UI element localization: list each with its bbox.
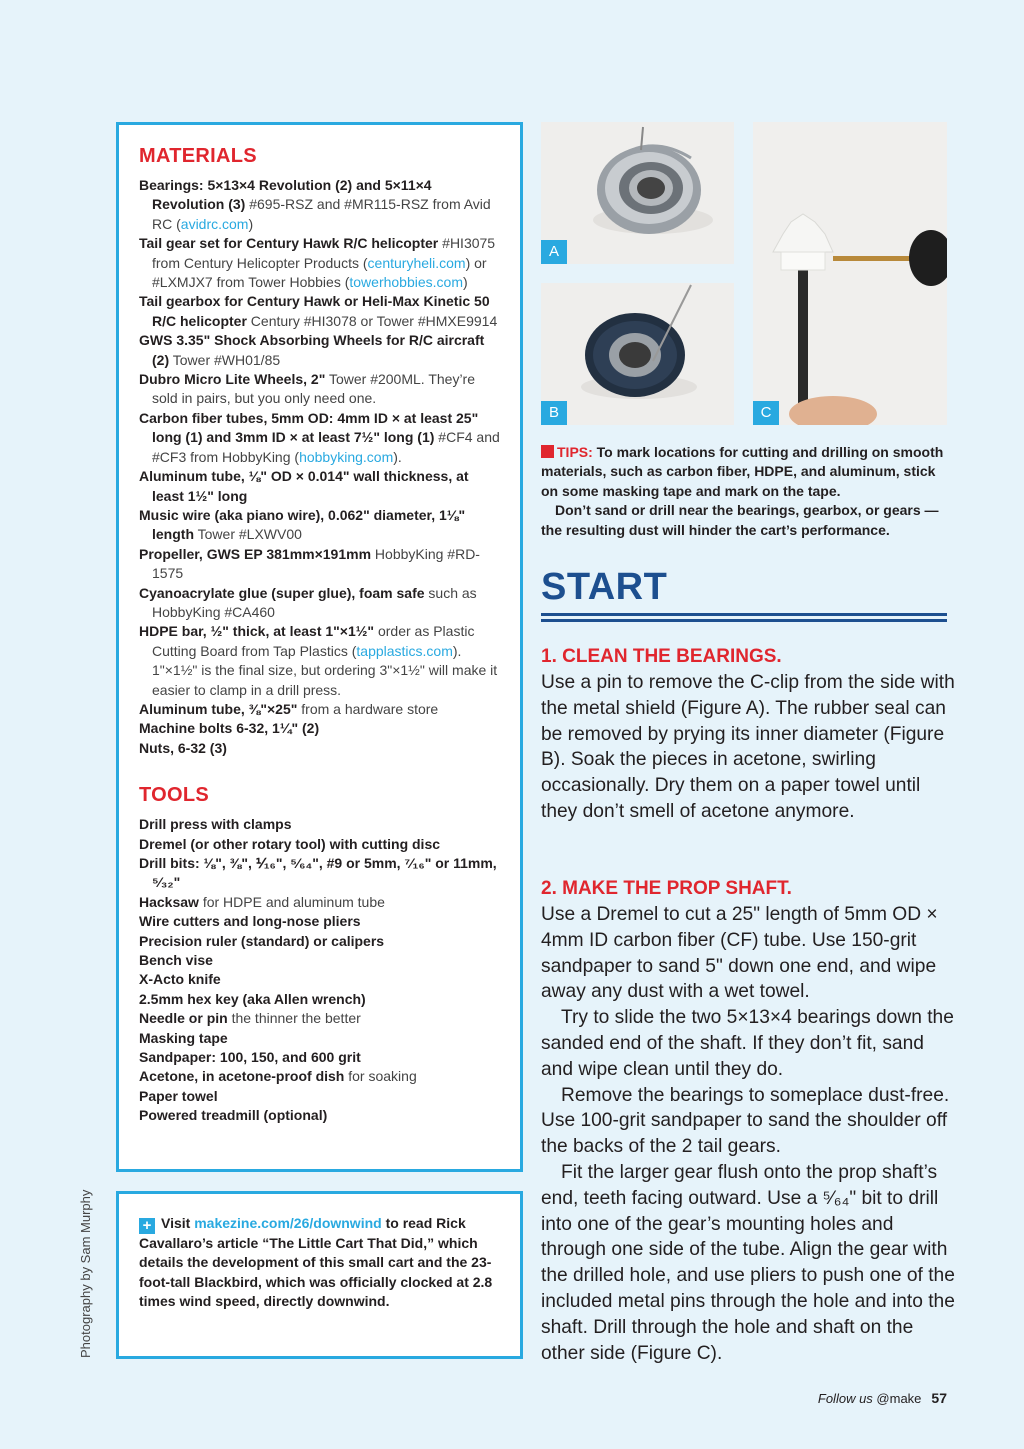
item-link-2[interactable]: towerhobbies.com	[349, 274, 463, 291]
item-name: Dubro Micro Lite Wheels, 2"	[139, 371, 326, 388]
tools-item	[139, 1009, 502, 1028]
tools-item	[139, 970, 502, 989]
item-name: Acetone, in acetone-proof dish	[139, 1068, 345, 1085]
item-name: Precision ruler (standard) or calipers	[139, 932, 385, 949]
item-detail-tail-2: )	[463, 274, 468, 291]
item-detail: #695-RSZ and #MR115-RSZ from Avid RC (	[152, 196, 491, 232]
materials-list	[139, 176, 502, 758]
item-name: Sandpaper: 100, 150, and 600 grit	[139, 1049, 361, 1066]
item-name: 2.5mm hex key (aka Allen wrench)	[139, 990, 366, 1007]
item-name: Bearings: 5×13×4 Revolution (2) and 5×11×4 Revolution (3)	[139, 177, 432, 213]
tips-block	[541, 443, 951, 540]
item-name: Paper towel	[139, 1087, 218, 1104]
tips-label: TIPS:	[557, 444, 593, 460]
tools-item	[139, 893, 502, 912]
item-detail: for soaking	[344, 1068, 417, 1085]
tools-item	[139, 912, 502, 931]
visit-prefix: Visit	[161, 1215, 195, 1231]
step2-paragraph-2: Try to slide the two 5×13×4 bearings down the sanded end of the shaft. If they don’t fit, sand and wipe clean until they do.	[541, 1007, 954, 1080]
tools-title: TOOLS	[139, 784, 210, 807]
start-title: START	[541, 566, 668, 608]
materials-item	[139, 545, 502, 584]
tools-item	[139, 854, 502, 893]
item-name: Hacksaw	[139, 893, 199, 910]
tools-item	[139, 1067, 502, 1086]
item-link[interactable]: avidrc.com	[180, 215, 249, 232]
figure-a-label: A	[541, 240, 567, 264]
item-name: HDPE bar, ½" thick, at least 1"×1½"	[139, 623, 375, 640]
figure-b-label: B	[541, 401, 567, 425]
materials-item	[139, 331, 502, 370]
figure-a-photo	[541, 122, 734, 264]
item-detail: Tower #200ML. They’re sold in pairs, but you only need one.	[152, 371, 476, 407]
page-number: 57	[931, 1390, 947, 1406]
start-rule-bottom	[541, 619, 947, 622]
materials-item	[139, 234, 502, 292]
item-name: Carbon fiber tubes, 5mm OD: 4mm ID × at least 25" long (1) and 3mm ID × at least 7½" long (1)	[139, 409, 479, 446]
step1-title: 1. CLEAN THE BEARINGS.	[541, 646, 782, 667]
tools-list	[139, 815, 502, 1126]
item-name: Nuts, 6-32 (3)	[139, 739, 227, 756]
tools-item	[139, 932, 502, 951]
item-name: Dremel (or other rotary tool) with cutting disc	[139, 835, 441, 852]
footer-handle: @make	[876, 1391, 922, 1406]
item-link[interactable]: tapplastics.com	[356, 642, 453, 659]
materials-item	[139, 467, 502, 506]
item-detail: from a hardware store	[297, 700, 439, 717]
materials-item	[139, 739, 502, 758]
item-name: Masking tape	[139, 1029, 228, 1046]
item-name: Tail gearbox for Century Hawk or Heli-Max Kinetic 50 R/C helicopter	[139, 293, 490, 329]
step2-paragraph-1: Use a Dremel to cut a 25" length of 5mm OD × 4mm ID carbon fiber (CF) tube. Use 150-grit sandpaper to sand 5" down one end, and wipe away any dust with a wet towel.	[541, 904, 938, 1003]
item-name: Tail gear set for Century Hawk R/C helicopter	[139, 235, 439, 252]
plus-icon: +	[139, 1218, 155, 1234]
step2-paragraph-4: Fit the larger gear flush onto the prop shaft’s end, teeth facing outward. Use a ⁵⁄₆₄" bit to drill into one of the gear’s mounting holes and through one side of the tube. Align the gear with the drilled hole, and use pliers to push one of the included metal pins through the hole and into the shaft. Drill through the hole and shaft on the other side (Figure C).	[541, 1161, 955, 1364]
visit-box	[116, 1191, 523, 1359]
item-name: X-Acto knife	[139, 971, 221, 988]
materials-tools-box	[116, 122, 523, 1172]
item-link[interactable]: hobbyking.com	[299, 448, 394, 465]
item-name: Bench vise	[139, 952, 213, 969]
materials-item	[139, 409, 502, 467]
tools-item	[139, 1029, 502, 1048]
materials-item	[139, 292, 502, 331]
item-link[interactable]: centuryheli.com	[367, 254, 466, 271]
tools-item	[139, 1106, 502, 1125]
item-name: Drill press with clamps	[139, 816, 292, 833]
materials-item	[139, 719, 502, 738]
visit-text	[139, 1214, 502, 1312]
materials-item	[139, 584, 502, 623]
item-name: GWS 3.35" Shock Absorbing Wheels for R/C aircraft (2)	[139, 332, 485, 368]
footer-follow: Follow us	[817, 1391, 877, 1406]
item-detail-tail: ).	[393, 448, 402, 465]
item-name: Aluminum tube, ⅛" OD × 0.014" wall thickness, at least 1½" long	[139, 468, 469, 504]
tips-icon	[541, 445, 554, 458]
item-name: Drill bits: ⅛", ⅜", ⅟₁₆", ⁵⁄₆₄", #9 or 5mm, ⁷⁄₁₆" or 11mm, ⁵⁄₃₂"	[139, 855, 497, 891]
item-name: Wire cutters and long-nose pliers	[139, 913, 361, 930]
item-name: Needle or pin	[139, 1010, 228, 1027]
step1-paragraph: Use a pin to remove the C-clip from the side with the metal shield (Figure A). The rubber seal can be removed by prying its inner diameter (Figure B). Soak the pieces in acetone, swirling occasionally. Dry them on a paper towel until they don’t smell of acetone anymore.	[541, 672, 955, 822]
photo-credit: Photography by Sam Murphy	[78, 1189, 93, 1358]
tools-item	[139, 1048, 502, 1067]
visit-link[interactable]: makezine.com/26/downwind	[194, 1215, 382, 1231]
materials-item	[139, 622, 502, 700]
step2-paragraph-3: Remove the bearings to someplace dust-free. Use 100-grit sandpaper to sand the shoulder off the backs of the 2 tail gears.	[541, 1084, 950, 1158]
item-name: Powered treadmill (optional)	[139, 1107, 328, 1124]
item-detail: the thinner the better	[227, 1010, 361, 1027]
page-footer	[818, 1390, 947, 1406]
tips-text2: Don’t sand or drill near the bearings, gearbox, or gears — the resulting dust will hinder the cart’s performance.	[541, 502, 939, 538]
figure-c-photo	[753, 122, 947, 425]
item-detail-tail: ) or #LXMJX7 from Tower Hobbies (	[152, 254, 487, 291]
item-detail-tail: )	[248, 215, 254, 232]
step2-body	[541, 902, 956, 1366]
tools-item	[139, 835, 502, 854]
item-detail: Tower #LXWV00	[194, 526, 302, 543]
item-detail-tail: ). 1"×1½" is the final size, but ordering 3"×1½" will make it easier to clamp in a drill press.	[152, 642, 498, 698]
materials-item	[139, 506, 502, 545]
item-detail: #CF4 and #CF3 from HobbyKing (	[152, 429, 500, 465]
materials-item	[139, 700, 502, 719]
tools-item	[139, 951, 502, 970]
tools-item	[139, 815, 502, 834]
visit-body: to read Rick Cavallaro’s article “The Little Cart That Did,” which details the development of this small cart and the 23-foot-tall Blackbird, which was officially clocked at 2.8 times wind speed, directly downwind.	[139, 1215, 493, 1310]
figure-b-photo	[541, 283, 734, 425]
step2-title: 2. MAKE THE PROP SHAFT.	[541, 878, 792, 899]
item-name: Propeller, GWS EP 381mm×191mm	[139, 545, 372, 562]
item-detail: for HDPE and aluminum tube	[198, 893, 385, 910]
materials-title: MATERIALS	[139, 145, 257, 167]
start-rule-top	[541, 613, 947, 616]
step1-body	[541, 670, 956, 825]
tools-item	[139, 1087, 502, 1106]
figure-c-label: C	[753, 401, 779, 425]
item-detail: Century #HI3078 or Tower #HMXE9914	[246, 312, 498, 329]
item-detail: #HI3075 from Century Helicopter Products (	[152, 235, 496, 271]
materials-item	[139, 176, 502, 234]
materials-item	[139, 370, 502, 409]
item-name: Music wire (aka piano wire), 0.062" diameter, 1⅛" length	[139, 506, 466, 543]
item-name: Aluminum tube, ⅜"×25"	[139, 700, 298, 717]
item-detail: such as HobbyKing #CA460	[152, 584, 477, 620]
item-detail: Tower #WH01/85	[169, 351, 281, 368]
item-detail: order as Plastic Cutting Board from Tap Plastics (	[152, 623, 475, 659]
tools-item	[139, 990, 502, 1009]
item-name: Cyanoacrylate glue (super glue), foam safe	[139, 584, 425, 601]
tips-text1: To mark locations for cutting and drilling on smooth materials, such as carbon fiber, HDPE, and aluminum, stick on some masking tape and mark on the tape.	[541, 444, 944, 499]
item-name: Machine bolts 6-32, 1¼" (2)	[139, 720, 320, 737]
item-detail: HobbyKing #RD-1575	[152, 545, 480, 582]
